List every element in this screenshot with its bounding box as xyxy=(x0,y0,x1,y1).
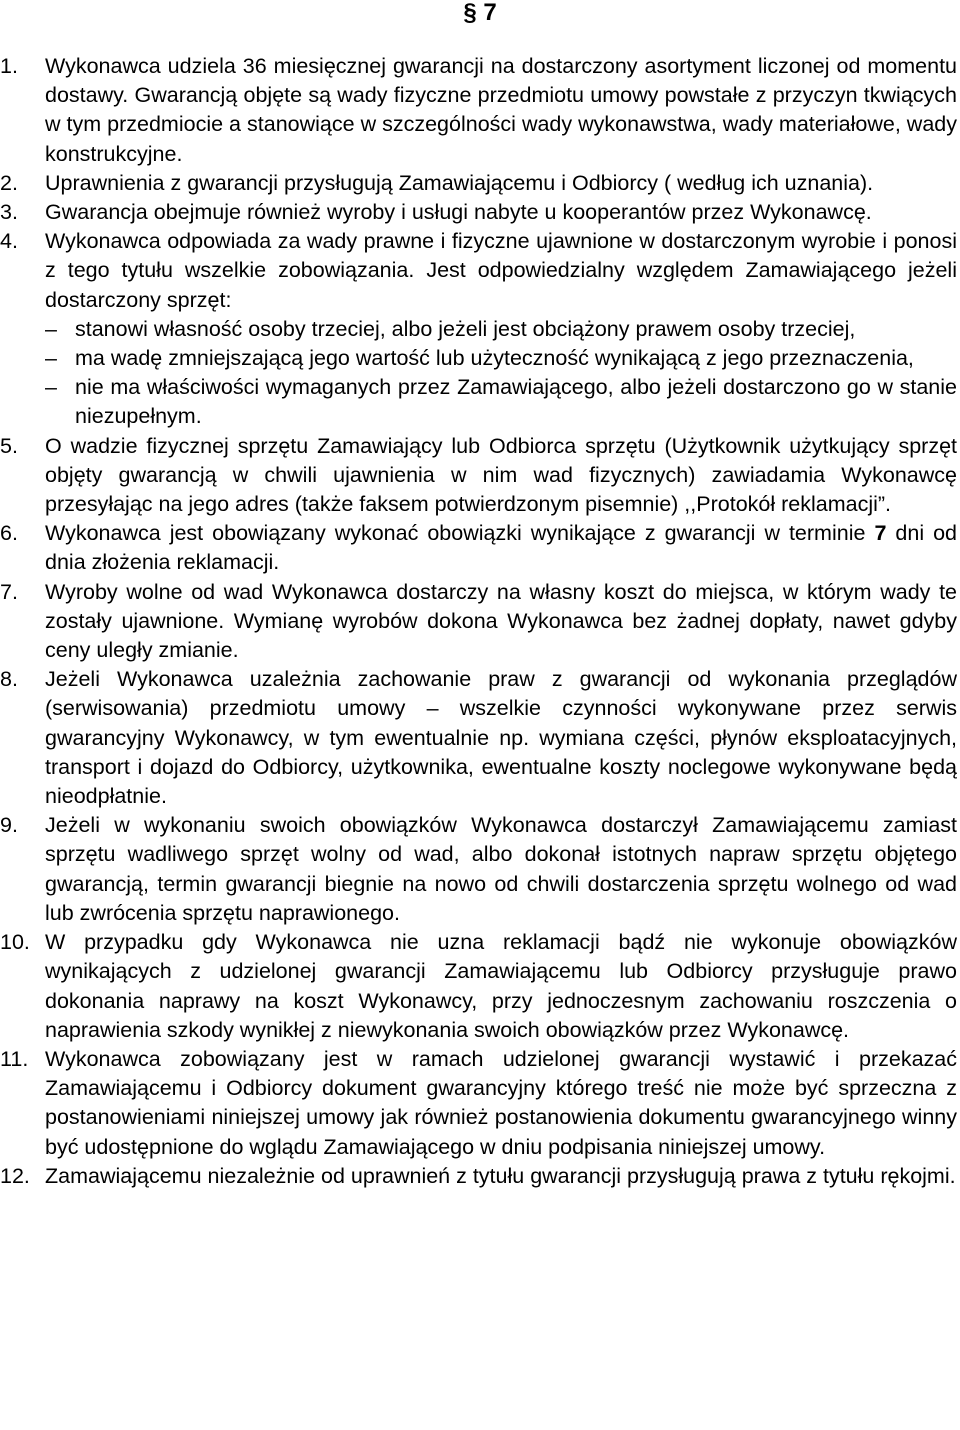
bullet-item xyxy=(45,373,957,431)
clause-text-before: Wykonawca jest obowiązany wykonać obowiązki wynikające z gwarancji w terminie xyxy=(45,521,875,546)
clause-content xyxy=(45,52,957,169)
clause-item xyxy=(0,519,957,577)
clause-content xyxy=(45,1162,957,1191)
clause-content xyxy=(45,227,957,431)
clause-text: Wykonawca odpowiada za wady prawne i fizyczne ujawnione w dostarczonym wyrobie i ponosi z tego tytułu wszelkie zobowiązania. Jest odpowiedzialny względem Zamawiającego jeżeli dostarczony sprzęt: xyxy=(45,229,957,312)
clause-content xyxy=(45,169,957,198)
clause-content xyxy=(45,811,957,928)
clause-content xyxy=(45,519,957,577)
clause-number: 8. xyxy=(0,667,18,692)
clause-number: 11. xyxy=(0,1046,29,1071)
clause-item xyxy=(0,169,957,198)
dash-bullet-icon: – xyxy=(45,346,57,371)
clause-number: 7. xyxy=(0,579,18,604)
clause-item xyxy=(0,811,957,928)
clause-content xyxy=(45,432,957,520)
clause-item xyxy=(0,227,957,431)
dash-bullet-icon: – xyxy=(45,316,57,341)
bullet-list xyxy=(45,315,957,432)
bullet-text: ma wadę zmniejszającą jego wartość lub użyteczność wynikającą z jego przeznaczenia, xyxy=(75,346,914,371)
clause-number: 12. xyxy=(0,1163,30,1188)
bullet-text: stanowi własność osoby trzeciej, albo jeżeli jest obciążony prawem osoby trzeciej, xyxy=(75,316,856,341)
bullet-text: nie ma właściwości wymaganych przez Zamawiającego, albo jeżeli dostarczono go w stanie niezupełnym. xyxy=(75,375,957,429)
clause-text: Jeżeli Wykonawca uzależnia zachowanie praw z gwarancji od wykonania przeglądów (serwisowania) przedmiotu umowy – wszelkie czynności wykonywane przez serwis gwarancyjny Wykonawcy, w tym ewentualnie np. wymiana części, płynów eksploatacyjnych, transport i dojazd do Odbiorcy, użytkownika, ewentualne koszty noclegowe wykonywane będą nieodpłatnie. xyxy=(45,667,957,809)
clause-text: Wyroby wolne od wad Wykonawca dostarczy na własny koszt do miejsca, w którym wady te zostały ujawnione. Wymianę wyrobów dokona Wykonawca bez żadnej dopłaty, nawet gdyby ceny uległy zmianie. xyxy=(45,579,957,663)
clause-text: O wadzie fizycznej sprzętu Zamawiający lub Odbiorca sprzętu (Użytkownik użytkujący sprzęt objęty gwarancją w chwili ujawnienia w nim wad fizycznych) zawiadamia Wykonawcę przesyłając na jego adres (także faksem potwierdzonym pisemnie) ,,Protokół reklamacji”. xyxy=(45,433,957,517)
clause-item xyxy=(0,1045,957,1162)
section-title: § 7 xyxy=(463,0,497,26)
bullet-item xyxy=(45,344,957,373)
clause-content xyxy=(45,665,957,811)
clause-number: 3. xyxy=(0,200,18,225)
clause-content xyxy=(45,198,957,227)
clause-list xyxy=(0,52,957,1191)
clause-item xyxy=(0,198,957,227)
clause-text: Jeżeli w wykonaniu swoich obowiązków Wykonawca dostarczył Zamawiającemu zamiast sprzętu wadliwego sprzęt wolny od wad, albo dokonał istotnych napraw sprzętu objętego gwarancją, termin gwarancji biegnie na nowo od chwili dostarczenia sprzętu wolnego od wad lub zwrócenia sprzętu naprawionego. xyxy=(45,813,957,925)
clause-content xyxy=(45,1045,957,1162)
clause-number: 4. xyxy=(0,229,18,254)
clause-text: W przypadku gdy Wykonawca nie uzna reklamacji bądź nie wykonuje obowiązków wynikających z udzielonej gwarancji Zamawiającemu lub Odbiorcy przysługuje prawo dokonania naprawy na koszt Wykonawcy, przy jednoczesnym zachowaniu roszczenia o naprawienia szkody wynikłej z niewykonania swoich obowiązków przez Wykonawcę. xyxy=(45,930,957,1042)
clause-number: 10. xyxy=(0,930,30,955)
clause-number: 6. xyxy=(0,521,18,546)
clause-number: 2. xyxy=(0,170,18,195)
clause-content xyxy=(45,578,957,666)
clause-text: Wykonawca zobowiązany jest w ramach udzielonej gwarancji wystawić i przekazać Zamawiającemu i Odbiorcy dokument gwarancyjny którego treść nie może być sprzeczna z postanowieniami niniejszej umowy jak również postanowienia dokumentu gwarancyjnego winny być udostępnione do wglądu Zamawiającego w dniu podpisania niniejszej umowy. xyxy=(45,1046,957,1159)
bullet-item xyxy=(45,315,957,344)
clause-text: Zamawiającemu niezależnie od uprawnień z tytułu gwarancji przysługują prawa z tytułu rękojmi. xyxy=(45,1163,956,1188)
clause-text xyxy=(45,519,957,577)
clause-text: Wykonawca udziela 36 miesięcznej gwarancji na dostarczony asortyment liczonej od momentu dostawy. Gwarancją objęte są wady fizyczne przedmiotu umowy powstałe z przyczyn tkwiących w tym przedmiocie a stanowiące w szczególności wady wykonawstwa, wady materiałowe, wady konstrukcyjne. xyxy=(45,54,957,166)
clause-text: Uprawnienia z gwarancji przysługują Zamawiającemu i Odbiorcy ( według ich uznania). xyxy=(45,170,874,195)
clause-text: Gwarancja obejmuje również wyroby i usługi nabyte u kooperantów przez Wykonawcę. xyxy=(45,200,872,225)
clause-text-after: dni od dnia złożenia reklamacji. xyxy=(45,521,957,575)
clause-item xyxy=(0,665,957,811)
clause-number: 1. xyxy=(0,54,18,78)
clause-item xyxy=(0,432,957,520)
clause-item xyxy=(0,1162,957,1191)
clause-number: 9. xyxy=(0,813,18,838)
dash-bullet-icon: – xyxy=(45,375,57,400)
clause-item xyxy=(0,928,957,1045)
term-days-value: 7 xyxy=(874,521,887,546)
clause-item xyxy=(0,578,957,666)
clause-number: 5. xyxy=(0,433,18,458)
clause-item xyxy=(0,52,957,169)
clause-content xyxy=(45,928,957,1045)
